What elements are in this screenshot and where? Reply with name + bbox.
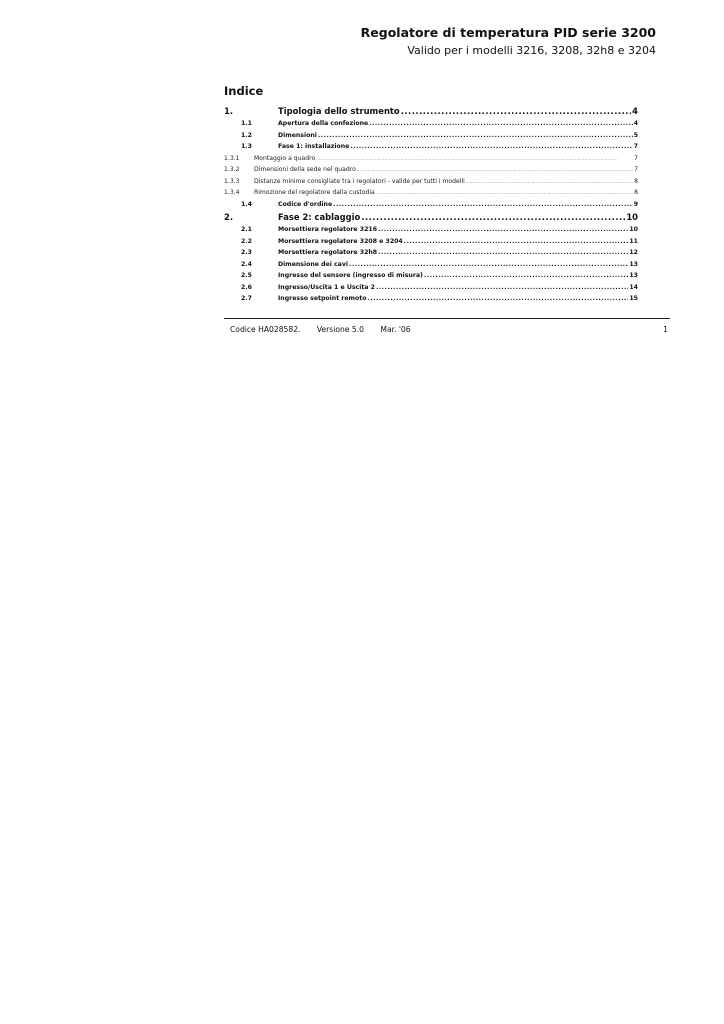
dot-leader: [466, 177, 633, 188]
toc-entry[interactable]: [224, 118, 638, 130]
dot-leader: [376, 282, 628, 294]
dot-leader: [361, 211, 625, 224]
toc-entry-page: 13: [629, 272, 638, 280]
toc-entry-title: Distanze minime consigliate tra i regolatori - valide per tutti i modelli: [254, 177, 465, 185]
toc-entry[interactable]: [224, 247, 638, 259]
toc-entry-page: 11: [629, 237, 638, 245]
dot-leader: [401, 105, 631, 118]
document-version: Versione 5.0: [316, 325, 364, 334]
toc-entry[interactable]: [224, 141, 638, 153]
toc-entry-number: 1.3.1: [224, 154, 240, 162]
toc-entry-title: Tipologia dello strumento: [278, 106, 400, 116]
dot-leader: [318, 130, 633, 142]
toc-entry-number: 1.2: [241, 131, 252, 139]
page-number: 1: [663, 325, 668, 334]
toc-entry[interactable]: [224, 105, 638, 118]
toc-entry-title: Rimozione del regolatore dalla custodia: [254, 189, 375, 197]
dot-leader: [369, 118, 632, 130]
toc-entry-page: 4: [632, 106, 638, 116]
toc-entry-page: 12: [629, 249, 638, 257]
toc-entry[interactable]: [224, 187, 638, 199]
toc-entry[interactable]: [224, 211, 638, 224]
toc-entry-number: 1.3: [241, 143, 252, 150]
toc-entry-number: 2.4: [241, 260, 252, 268]
toc-entry-number: 2.5: [241, 272, 252, 280]
document-title: Regolatore di temperatura PID serie 3200: [360, 25, 656, 40]
dot-leader: [350, 141, 632, 153]
toc-entry-title: Ingresso del sensore (ingresso di misura): [278, 272, 423, 280]
footer: [230, 325, 425, 334]
toc-entry-number: 2.6: [241, 283, 252, 291]
toc-entry[interactable]: [224, 282, 638, 294]
toc-entry-title: Morsettiera regolatore 3208 e 3204: [278, 237, 403, 245]
dot-leader: [316, 154, 633, 165]
toc-entry-page: 8: [634, 189, 638, 197]
toc-entry[interactable]: [224, 153, 638, 165]
toc-entry-number: 2.: [224, 212, 234, 223]
toc-entry-title: Fase 1: installazione: [278, 143, 350, 150]
toc-entry-number: 2.3: [241, 249, 252, 257]
document-date: Mar. '06: [380, 325, 411, 334]
toc-entry-title: Dimensioni: [278, 131, 317, 139]
toc-entry-number: 1.1: [241, 120, 252, 127]
toc-entry-page: 15: [629, 295, 638, 303]
toc-entry[interactable]: [224, 164, 638, 176]
dot-leader: [378, 247, 628, 259]
toc-entry-number: 1.3.3: [224, 177, 240, 185]
toc-entry-page: 10: [626, 212, 638, 223]
toc-entry-page: 5: [633, 131, 638, 139]
toc-entry-number: 1.: [224, 106, 234, 116]
toc-entry[interactable]: [224, 176, 638, 188]
toc-entry-title: Dimensioni della sede nel quadro: [254, 166, 356, 174]
toc-entry-title: Ingresso/Uscita 1 e Uscita 2: [278, 283, 375, 291]
toc-entry-page: 8: [634, 177, 638, 185]
toc-entry-title: Morsettiera regolatore 3216: [278, 226, 378, 234]
toc-entry-title: Codice d'ordine: [278, 200, 333, 208]
toc-entry-page: 4: [633, 120, 638, 127]
toc-entry-page: 14: [629, 283, 638, 291]
dot-leader: [367, 293, 628, 305]
dot-leader: [424, 270, 628, 282]
toc-entry-page: 7: [634, 154, 638, 162]
dot-leader: [349, 259, 628, 271]
toc-entry-title: Apertura della confezione: [278, 120, 369, 127]
toc-entry-number: 2.7: [241, 295, 252, 303]
dot-leader: [333, 199, 633, 211]
table-of-contents: [224, 104, 638, 305]
toc-entry-title: Dimensione dei cavi: [278, 260, 349, 268]
toc-entry[interactable]: [224, 259, 638, 271]
toc-entry-title: Ingresso setpoint remoto: [278, 295, 367, 303]
footer-divider: [224, 318, 670, 319]
toc-entry[interactable]: [224, 270, 638, 282]
toc-entry-title: Montaggio a quadro: [254, 154, 316, 162]
toc-heading: Indice: [224, 84, 264, 98]
toc-entry-page: 7: [633, 143, 638, 150]
document-subtitle: Valido per i modelli 3216, 3208, 32h8 e 3204: [407, 44, 656, 57]
toc-entry-number: 1.4: [241, 200, 252, 208]
toc-entry[interactable]: [224, 224, 638, 236]
toc-entry[interactable]: [224, 293, 638, 305]
document-code: Codice HA028582.: [230, 325, 301, 334]
toc-entry-page: 7: [634, 166, 638, 174]
toc-entry-number: 2.1: [241, 226, 252, 234]
toc-entry-title: Morsettiera regolatore 32h8: [278, 249, 378, 257]
toc-entry-title: Fase 2: cablaggio: [278, 212, 361, 223]
toc-entry-page: 10: [629, 226, 638, 234]
toc-entry-page: 9: [633, 200, 638, 208]
toc-entry-number: 1.3.4: [224, 189, 240, 197]
dot-leader: [376, 188, 633, 199]
toc-entry-page: 13: [629, 260, 638, 268]
dot-leader: [378, 224, 628, 236]
toc-entry-number: 2.2: [241, 237, 252, 245]
toc-entry[interactable]: [224, 130, 638, 142]
dot-leader: [357, 165, 633, 176]
toc-entry-number: 1.3.2: [224, 166, 240, 174]
toc-entry[interactable]: [224, 199, 638, 211]
toc-entry[interactable]: [224, 236, 638, 248]
dot-leader: [404, 236, 629, 248]
